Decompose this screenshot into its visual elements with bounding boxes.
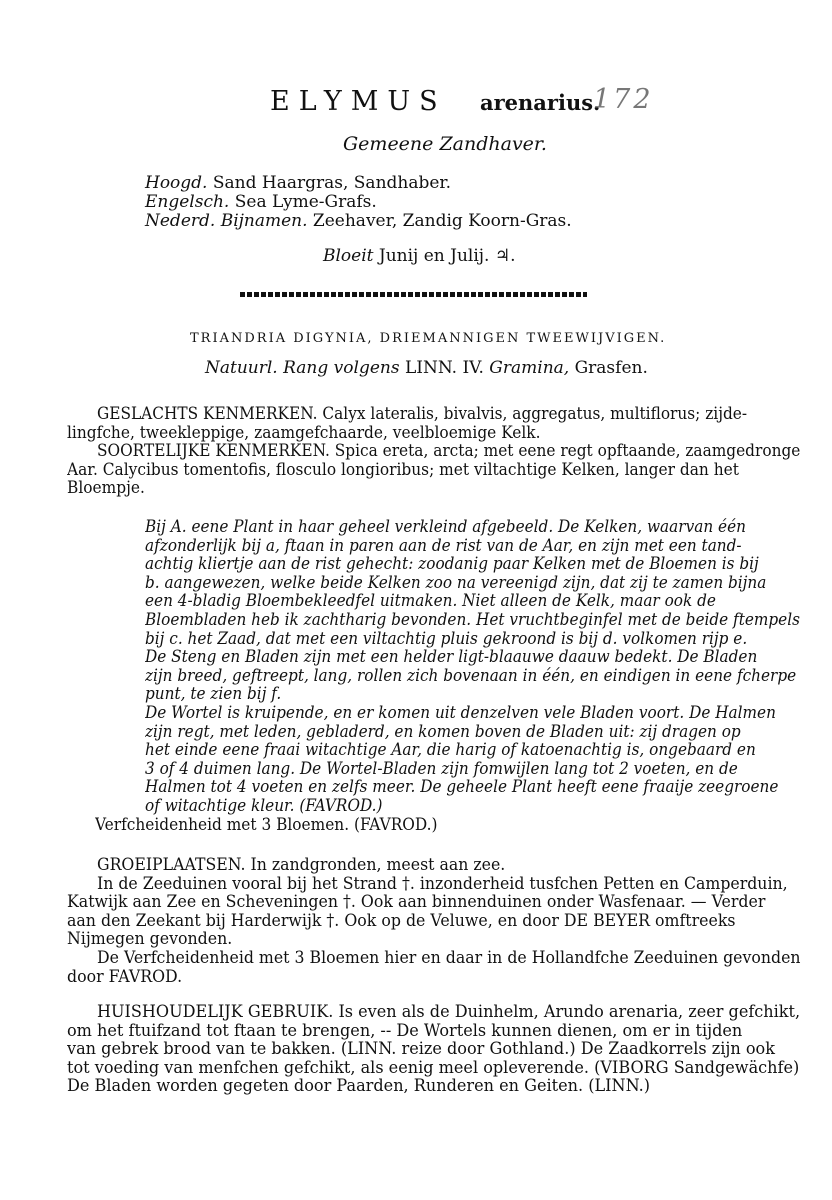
text-line: De Bladen worden gegeten door Paarden, Runderen en Geiten. (LINN.) — [67, 1077, 651, 1096]
kenmerken-section — [67, 405, 832, 498]
text-line: Katwijk aan Zee en Scheveningen †. Ook aan binnenduinen onder Wasfenaar. — Verder — [67, 893, 766, 912]
flowering-period — [323, 246, 516, 266]
text-line: De Wortel is kruipende, en er komen uit denzelven vele Bladen voort. De Halmen — [145, 703, 776, 722]
name-label: Engelsch. — [145, 192, 230, 212]
text-line: 3 of 4 duimen lang. De Wortel-Bladen zijn fomwijlen lang tot 2 voeten, en de — [145, 759, 738, 778]
gramina-text: Gramina, — [489, 358, 570, 378]
bloei-text: Junij en Julij. ♃. — [378, 246, 516, 266]
text-line: Verfcheidenheid met 3 Bloemen. (FAVROD.) — [95, 815, 438, 834]
linn-abbrev: LINN. — [404, 358, 458, 378]
text-line: De Verfcheidenheid met 3 Bloemen hier en daar in de Hollandfche Zeeduinen gevonden — [97, 948, 801, 967]
text-line: door FAVROD. — [67, 967, 183, 986]
text-line: GROEIPLAATSEN. In zandgronden, meest aan zee. — [97, 856, 506, 874]
text-line: bij c. het Zaad, dat met een viltachtig pluis gekroond is bij d. volkomen rijp e. — [145, 629, 748, 648]
figure-description — [95, 518, 832, 834]
name-label: Nederd. Bijnamen. — [145, 211, 308, 231]
text-line: tot voeding van menfchen gefchikt, als eenig meel opleverende. (VIBORG Sandgewächfe) — [67, 1058, 800, 1077]
rank-number: IV. — [462, 358, 484, 378]
genus-title: ELYMUS — [270, 86, 447, 117]
text-line: om het ftuifzand tot ftaan te brengen, -- De Wortels kunnen dienen, om er in tijden — [67, 1021, 743, 1040]
bloei-label: Bloeit — [323, 246, 374, 266]
text-line: of witachtige kleur. (FAVROD.) — [145, 796, 383, 815]
text-line: punt, te zien bij f. — [145, 685, 282, 704]
natural-rank-line — [205, 358, 648, 378]
species-title: arenarius. — [480, 90, 601, 115]
name-row-engelsch — [145, 192, 377, 212]
text-line: Bloembladen heb ik zachtharig bevonden. Het vruchtbeginfel met de beide ftempels — [145, 610, 800, 629]
text-line: Nijmegen gevonden. — [67, 930, 233, 949]
classification-line: TRIANDRIA DIGYNIA, DRIEMANNIGEN TWEEWIJVIGEN. — [190, 331, 667, 346]
grassen-text: Grasfen. — [574, 358, 648, 378]
groeiplaatsen-section — [67, 856, 832, 986]
text-line: afzonderlijk bij a, ftaan in paren aan de rist van de Aar, en zijn met een tand- — [145, 536, 742, 555]
gebruik-section — [67, 1003, 819, 1096]
name-label: Hoogd. — [145, 173, 208, 193]
name-row-nederd — [145, 211, 572, 231]
text-line: zijn regt, met leden, gebladerd, en komen boven de Bladen uit: zij dragen op — [145, 722, 741, 741]
name-row-hoogd — [145, 173, 451, 193]
text-line: GESLACHTS KENMERKEN. Calyx lateralis, bivalvis, aggregatus, multiflorus; zijde- — [97, 405, 748, 423]
natuurl-label: Natuurl. Rang volgens — [205, 358, 400, 378]
text-line: van gebrek brood van te bakken. (LINN. reize door Gothland.) De Zaadkorrels zijn ook — [67, 1040, 775, 1059]
text-line: Aar. Calycibus tomentofis, flosculo longioribus; met viltachtige Kelken, langer dan het — [67, 460, 739, 479]
text-line: In de Zeeduinen vooral bij het Strand †. inzonderheid tusfchen Petten en Camperduin, — [97, 874, 788, 893]
text-line: zijn breed, geftreept, lang, rollen zich bovenaan in één, en eindigen in eene fcherpe — [145, 666, 797, 685]
text-line: het einde eene fraai witachtige Aar, die harig of katoenachtig is, ongebaard en — [145, 741, 756, 760]
text-line: Bloempje. — [67, 479, 145, 498]
text-line: b. aangewezen, welke beide Kelken zoo na vereenigd zijn, dat zij te zamen bijna — [145, 573, 767, 592]
text-line: HUISHOUDELIJK GEBRUIK. Is even als de Duinhelm, Arundo arenaria, zeer gefchikt, — [97, 1003, 801, 1021]
text-line: een 4-bladig Bloembekleedfel uitmaken. Niet alleen de Kelk, maar ook de — [145, 592, 716, 611]
name-text: Zeehaver, Zandig Koorn-Gras. — [312, 211, 572, 231]
text-line: Bij A. eene Plant in haar geheel verkleind afgebeeld. De Kelken, waarvan één — [145, 518, 746, 536]
decorative-rule — [240, 292, 587, 297]
text-line: aan den Zeekant bij Harderwijk †. Ook op de Veluwe, en door DE BEYER omftreeks — [67, 911, 736, 930]
text-line: lingfche, tweekleppige, zaamgefchaarde, veelbloemige Kelk. — [67, 423, 541, 442]
name-text: Sea Lyme-Grafs. — [234, 192, 377, 212]
name-text: Sand Haargras, Sandhaber. — [212, 173, 452, 193]
text-line: De Steng en Bladen zijn met een helder ligt-blaauwe daauw bedekt. De Bladen — [145, 648, 758, 667]
text-line: Halmen tot 4 voeten en zelfs meer. De geheele Plant heeft eene fraaije zeegroene — [145, 778, 779, 797]
text-line: achtig kliertje aan de rist gehecht: zoodanig paar Kelken met de Bloemen is bij — [145, 555, 759, 574]
text-line: SOORTELIJKE KENMERKEN. Spica ereta, arcta; met eene regt opftaande, zaamgedronge — [97, 442, 801, 461]
common-name: Gemeene Zandhaver. — [343, 133, 547, 155]
handwritten-number: 172 — [593, 84, 654, 115]
